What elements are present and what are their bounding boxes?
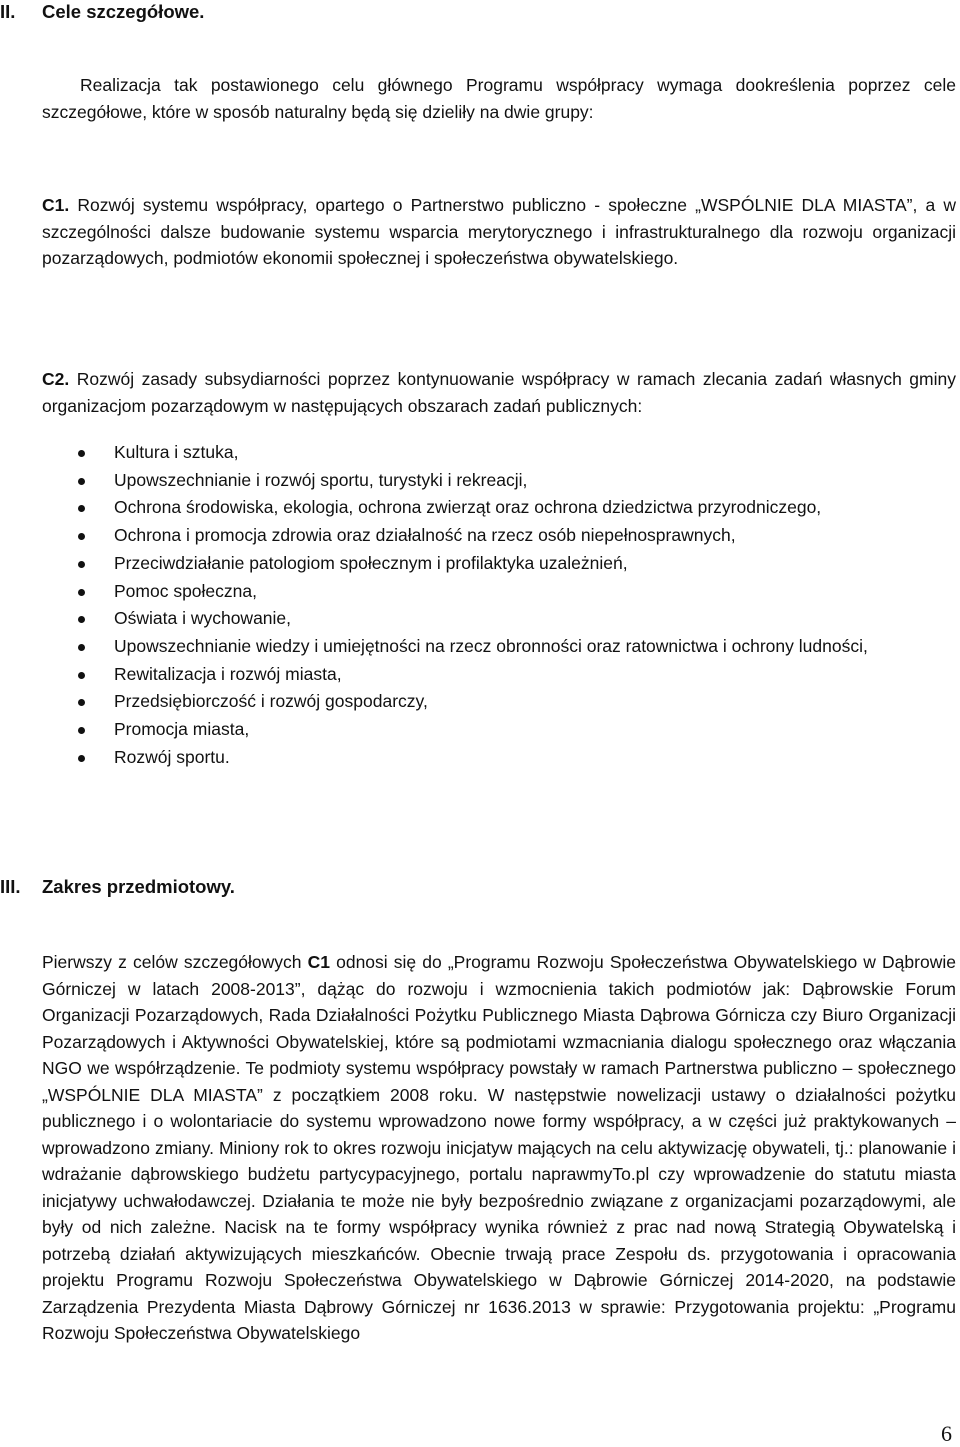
list-item: Pomoc społeczna, [0,578,956,606]
goal-c2-paragraph [42,366,956,419]
list-item: Kultura i sztuka, [0,439,956,467]
section-number: III. [0,876,21,897]
list-item: Przeciwdziałanie patologiom społecznym i profilaktyka uzależnień, [0,550,956,578]
section-heading-iii [0,875,235,899]
list-item: Upowszechnianie i rozwój sportu, turystyki i rekreacji, [0,467,956,495]
list-item: Ochrona i promocja zdrowia oraz działalność na rzecz osób niepełnosprawnych, [0,522,956,550]
section-number: II. [0,1,16,22]
section-title: Zakres przedmiotowy. [42,876,235,897]
goal-code-c1: C1. [42,195,70,215]
list-item: Rozwój sportu. [0,744,956,772]
scope-paragraph [42,949,956,1347]
scope-text-body: odnosi się do „Programu Rozwoju Społeczeństwa Obywatelskiego w Dąbrowie Górniczej w latach 2008-2013”, dążąc do rozwoju i wzmocnienia takich podmiotów jak: Dąbrowskie Forum Organizacji Pozarządowych, Rada Działalności Pożytku Publicznego Miasta Dąbrowa Górnicza czy Biuro Organizacji Pozarządowych i Aktywności Obywatelskiej, które są podmiotami wzmacniania dialogu społecznego oraz włączania NGO we współrządzenie. Te podmioty systemu współpracy powstały w ramach Partnerstwa publiczno – społecznego „WSPÓLNIE DLA MIASTA” z początkiem 2008 roku. W następstwie nowelizacji ustawy o działalności pożytku publicznego i o wolontariacie do systemu wprowadzono nowe formy współpracy, a w części już praktykowanych – wprowadzono zmiany. Miniony rok to okres rozwoju inicjatyw mających na celu aktywizację obywateli, tj.: planowanie i wdrażanie dąbrowskiego budżetu partycypacyjnego, portalu naprawmyTo.pl czy wprowadzenie do statutu miasta inicjatywy uchwałodawczej. Działania te może nie były bezpośrednio związane z organizacjami pozarządowymi, ale były od nich zależne. Nacisk na te formy współpracy wynika również z prac nad nową Strategią Obywatelską i potrzebą działań aktywizujących mieszkańców. Obecnie trwają prace Zespołu ds. przygotowania i opracowania projektu Programu Rozwoju Społeczeństwa Obywatelskiego w Dąbrowie Górniczej 2014-2020, na podstawie Zarządzenia Prezydenta Miasta Dąbrowy Górniczej nr 1636.2013 w sprawie: Przygotowania projektu: „Programu Rozwoju Społeczeństwa Obywatelskiego [42,952,956,1343]
page-number: 6 [941,1421,952,1446]
section-heading-ii [0,0,204,24]
list-item: Oświata i wychowanie, [0,605,956,633]
list-item: Przedsiębiorczość i rozwój gospodarczy, [0,688,956,716]
list-item: Ochrona środowiska, ekologia, ochrona zwierząt oraz ochrona dziedzictwa przyrodniczego, [0,494,956,522]
goal-c1-text: Rozwój systemu współpracy, opartego o Partnerstwo publiczno - społeczne „WSPÓLNIE DLA MIASTA”, a w szczególności dalsze budowanie systemu wsparcia merytorycznego i infrastrukturalnego dla rozwoju organizacji pozarządowych, podmiotów ekonomii społecznej i społeczeństwa obywatelskiego. [42,195,956,268]
section-title: Cele szczegółowe. [42,1,205,22]
list-item: Rewitalizacja i rozwój miasta, [0,661,956,689]
scope-text-start: Pierwszy z celów szczegółowych [42,952,302,972]
list-item: Upowszechnianie wiedzy i umiejętności na rzecz obronności oraz ratownictwa i ochrony ludności, [0,633,956,661]
public-task-areas-list [0,439,956,771]
goal-code-c2: C2. [42,369,70,389]
list-item: Promocja miasta, [0,716,956,744]
intro-paragraph: Realizacja tak postawionego celu głównego Programu współpracy wymaga dookreślenia poprzez cele szczegółowe, które w sposób naturalny będą się dzieliły na dwie grupy: [42,75,956,122]
goal-c1-paragraph [42,192,956,272]
goal-c2-text: Rozwój zasady subsydiarności poprzez kontynuowanie współpracy w ramach zlecania zadań własnych gminy organizacjom pozarządowym w następujących obszarach zadań publicznych: [42,369,956,416]
goal-code-c1-reference: C1 [307,952,330,972]
